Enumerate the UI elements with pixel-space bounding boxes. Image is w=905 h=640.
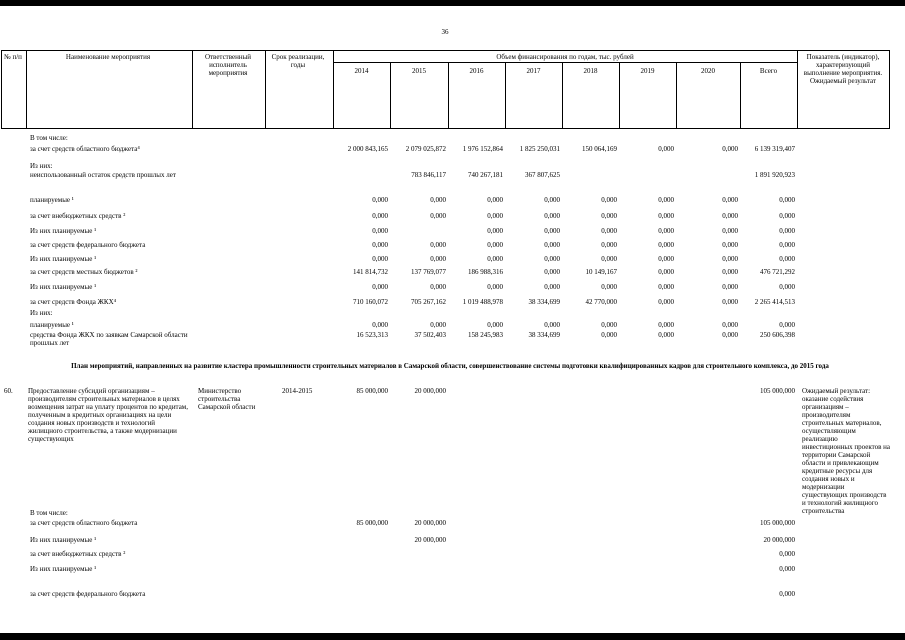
row-value: 0,000 bbox=[658, 268, 674, 276]
row-value: 16 523,313 bbox=[356, 331, 388, 339]
row-value: 137 769,077 bbox=[411, 268, 446, 276]
row-value: 476 721,292 bbox=[760, 268, 795, 276]
row-value: 0,000 bbox=[487, 283, 503, 291]
row-value: 0,000 bbox=[544, 227, 560, 235]
row-value: 0,000 bbox=[544, 283, 560, 291]
row-value: 0,000 bbox=[430, 321, 446, 329]
row-value: 0,000 bbox=[779, 321, 795, 329]
row-label: Из них: bbox=[30, 162, 53, 170]
row-value: 0,000 bbox=[722, 145, 738, 153]
row-label: Из них планируемые ¹ bbox=[30, 536, 97, 544]
row-value: 0,000 bbox=[722, 321, 738, 329]
row-value: 0,000 bbox=[722, 212, 738, 220]
row-value: 0,000 bbox=[430, 196, 446, 204]
row-value: 150 064,169 bbox=[582, 145, 617, 153]
row-value: 2 079 025,872 bbox=[405, 145, 446, 153]
item-value: 105 000,000 bbox=[760, 387, 795, 395]
header-year: 2020 bbox=[701, 67, 715, 75]
row-label: планируемые ¹ bbox=[30, 196, 74, 204]
item-value: 85 000,000 bbox=[356, 387, 388, 395]
row-value: 0,000 bbox=[430, 241, 446, 249]
row-value: 38 334,699 bbox=[528, 298, 560, 306]
row-label: за счет внебюджетных средств ² bbox=[30, 550, 126, 558]
header-executor: Ответственный исполнитель мероприятия bbox=[204, 53, 252, 77]
header-name: Наименование мероприятия bbox=[65, 53, 151, 61]
header-year: 2016 bbox=[469, 67, 484, 75]
row-value: 0,000 bbox=[372, 227, 388, 235]
row-value: 367 807,625 bbox=[525, 171, 560, 179]
header-num: № п/п bbox=[4, 53, 22, 61]
row-value: 42 770,000 bbox=[585, 298, 617, 306]
row-value: 0,000 bbox=[722, 255, 738, 263]
row-value: 0,000 bbox=[658, 227, 674, 235]
row-value: 740 267,181 bbox=[468, 171, 503, 179]
row-value: 0,000 bbox=[658, 212, 674, 220]
header-year: 2017 bbox=[526, 67, 541, 75]
row-value: 705 267,162 bbox=[411, 298, 446, 306]
row-value: 20 000,000 bbox=[414, 536, 446, 544]
row-value: 0,000 bbox=[372, 241, 388, 249]
row-value: 710 160,072 bbox=[353, 298, 388, 306]
header-year: 2019 bbox=[640, 67, 655, 75]
row-value: 186 988,316 bbox=[468, 268, 503, 276]
row-value: 0,000 bbox=[601, 283, 617, 291]
row-value: 0,000 bbox=[372, 196, 388, 204]
header-col-line bbox=[333, 50, 334, 129]
row-value: 2 265 414,513 bbox=[754, 298, 795, 306]
row-value: 0,000 bbox=[779, 227, 795, 235]
header-volume: Объем финансирования по годам, тыс. рублей bbox=[496, 53, 634, 61]
row-value: 0,000 bbox=[601, 255, 617, 263]
row-label: неиспользованный остаток средств прошлых лет bbox=[30, 171, 176, 179]
row-value: 0,000 bbox=[430, 283, 446, 291]
row-label: за счет средств федерального бюджета bbox=[30, 590, 146, 598]
row-label: за счет средств областного бюджета⁴ bbox=[30, 145, 140, 153]
section-title: План мероприятий, направленных на развитие кластера промышленности строительных материалов в Самарской области, совершенствование системы подготовки квалифицированных кадров для строительного комплекса, до 2015 года bbox=[71, 362, 829, 370]
row-value: 0,000 bbox=[658, 298, 674, 306]
row-label: Из них планируемые ¹ bbox=[30, 227, 97, 235]
row-value: 158 245,983 bbox=[468, 331, 503, 339]
row-value: 0,000 bbox=[544, 268, 560, 276]
header-year: Всего bbox=[759, 67, 778, 75]
row-value: 0,000 bbox=[658, 196, 674, 204]
row-value: 0,000 bbox=[544, 212, 560, 220]
row-value: 0,000 bbox=[601, 212, 617, 220]
row-value: 0,000 bbox=[372, 283, 388, 291]
row-value: 0,000 bbox=[487, 227, 503, 235]
item-executor: Министерство строительства Самарской области bbox=[198, 387, 256, 411]
row-value: 0,000 bbox=[658, 331, 674, 339]
row-label: В том числе: bbox=[30, 509, 68, 517]
row-label: за счет средств местных бюджетов ² bbox=[30, 268, 138, 276]
row-value: 1 976 152,864 bbox=[462, 145, 503, 153]
header-top-line bbox=[1, 50, 890, 51]
row-value: 0,000 bbox=[722, 241, 738, 249]
row-value: 37 502,403 bbox=[414, 331, 446, 339]
row-value: 783 846,117 bbox=[411, 171, 446, 179]
row-value: 250 606,398 bbox=[760, 331, 795, 339]
row-value: 0,000 bbox=[658, 321, 674, 329]
row-value: 0,000 bbox=[544, 255, 560, 263]
row-value: 141 814,732 bbox=[353, 268, 388, 276]
header-period: Срок реализации, годы bbox=[271, 53, 325, 69]
row-value: 0,000 bbox=[372, 321, 388, 329]
row-value: 0,000 bbox=[430, 212, 446, 220]
row-value: 0,000 bbox=[779, 590, 795, 598]
row-value: 0,000 bbox=[487, 321, 503, 329]
item-period: 2014-2015 bbox=[282, 387, 313, 395]
header-year: 2015 bbox=[412, 67, 426, 75]
row-value: 0,000 bbox=[601, 321, 617, 329]
page-number: 36 bbox=[441, 28, 449, 36]
row-value: 0,000 bbox=[779, 255, 795, 263]
row-value: 0,000 bbox=[658, 145, 674, 153]
row-value: 0,000 bbox=[779, 550, 795, 558]
row-label: за счет внебюджетных средств ² bbox=[30, 212, 126, 220]
row-value: 0,000 bbox=[487, 212, 503, 220]
row-value: 0,000 bbox=[601, 331, 617, 339]
row-value: 0,000 bbox=[722, 196, 738, 204]
row-value: 0,000 bbox=[372, 212, 388, 220]
row-label: Из них планируемые ¹ bbox=[30, 255, 97, 263]
header-col-line bbox=[889, 50, 890, 129]
row-label: средства Фонда ЖКХ по заявкам Самарской области прошлых лет bbox=[30, 331, 188, 347]
row-value: 0,000 bbox=[658, 241, 674, 249]
row-value: 1 891 920,923 bbox=[754, 171, 795, 179]
row-label: В том числе: bbox=[30, 134, 68, 142]
header-bottom-line bbox=[1, 128, 890, 129]
row-value: 2 000 843,165 bbox=[347, 145, 388, 153]
row-value: 0,000 bbox=[779, 241, 795, 249]
header-indicator: Показатель (индикатор), характеризующий выполнение мероприятия. Ожидаемый результат bbox=[803, 53, 883, 85]
row-value: 10 149,167 bbox=[585, 268, 617, 276]
row-value: 0,000 bbox=[487, 241, 503, 249]
row-label: за счет средств областного бюджета bbox=[30, 519, 138, 527]
row-value: 0,000 bbox=[722, 331, 738, 339]
item-name: Предоставление субсидий организациям – производителям строительных материалов в целях возмещения затрат на уплату процентов по кредитам, полученным в кредитных организациях на цели создания новых производств и технологий жилищного строительства, а также модернизации существующих bbox=[28, 387, 188, 443]
header-year-line bbox=[333, 62, 797, 63]
row-value: 1 825 250,031 bbox=[519, 145, 560, 153]
item-value: 20 000,000 bbox=[414, 387, 446, 395]
row-value: 0,000 bbox=[601, 227, 617, 235]
row-value: 0,000 bbox=[544, 196, 560, 204]
row-value: 0,000 bbox=[601, 241, 617, 249]
row-value: 0,000 bbox=[779, 283, 795, 291]
item-indicator: Ожидаемый результат: оказание содействия организациям – производителям строительных материалов, осуществляющим реализацию инвестиционных проектов на территории Самарской области и привлекающим кредитные ресурсы для создания новых и модернизации существующих производств и технологий жилищного строительства bbox=[802, 387, 891, 515]
row-value: 6 139 319,407 bbox=[754, 145, 795, 153]
row-value: 0,000 bbox=[487, 255, 503, 263]
row-value: 0,000 bbox=[430, 255, 446, 263]
row-value: 1 019 488,978 bbox=[462, 298, 503, 306]
row-value: 0,000 bbox=[722, 283, 738, 291]
row-value: 0,000 bbox=[372, 255, 388, 263]
row-value: 0,000 bbox=[658, 255, 674, 263]
row-value: 0,000 bbox=[779, 196, 795, 204]
row-value: 105 000,000 bbox=[760, 519, 795, 527]
row-label: планируемые ¹ bbox=[30, 321, 74, 329]
row-value: 0,000 bbox=[544, 241, 560, 249]
row-value: 20 000,000 bbox=[763, 536, 795, 544]
header-col-line bbox=[1, 50, 2, 129]
row-value: 0,000 bbox=[544, 321, 560, 329]
row-value: 0,000 bbox=[658, 283, 674, 291]
bottom-border bbox=[0, 633, 905, 640]
item-number: 60. bbox=[4, 387, 13, 395]
header-col-line bbox=[26, 50, 27, 129]
row-label: Из них: bbox=[30, 309, 53, 317]
row-value: 85 000,000 bbox=[356, 519, 388, 527]
row-value: 38 334,699 bbox=[528, 331, 560, 339]
row-label: Из них планируемые ¹ bbox=[30, 283, 97, 291]
header-year: 2018 bbox=[583, 67, 598, 75]
row-label: Из них планируемые ¹ bbox=[30, 565, 97, 573]
top-border bbox=[0, 0, 905, 6]
header-col-line bbox=[797, 50, 798, 129]
row-value: 0,000 bbox=[779, 212, 795, 220]
row-value: 0,000 bbox=[722, 227, 738, 235]
row-label: за счет средств Фонда ЖКХ⁴ bbox=[30, 298, 117, 306]
header-year: 2014 bbox=[354, 67, 369, 75]
row-label: за счет средств федерального бюджета bbox=[30, 241, 146, 249]
row-value: 0,000 bbox=[722, 268, 738, 276]
row-value: 0,000 bbox=[779, 565, 795, 573]
row-value: 0,000 bbox=[487, 196, 503, 204]
row-value: 0,000 bbox=[601, 196, 617, 204]
row-value: 0,000 bbox=[722, 298, 738, 306]
row-value: 20 000,000 bbox=[414, 519, 446, 527]
